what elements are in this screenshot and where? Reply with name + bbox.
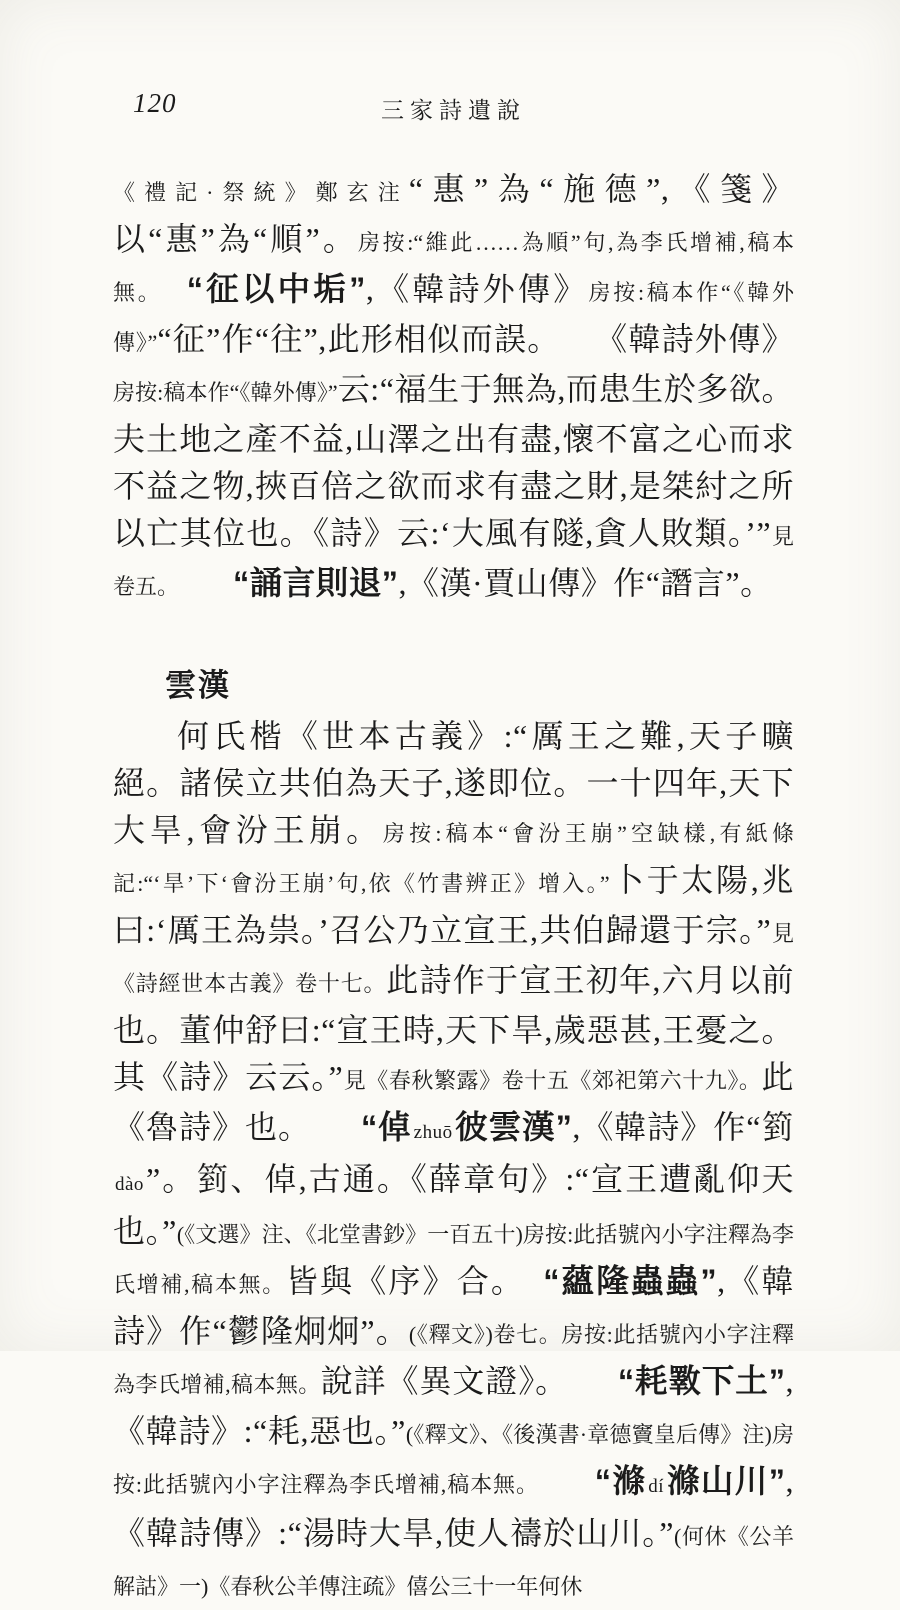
text-run-bold: “耗斁下土” <box>617 1363 786 1399</box>
body-paragraph-2 <box>113 713 794 1610</box>
body-paragraph-1 <box>113 166 794 610</box>
text-run-normal: 此《魯詩》也。 <box>113 1059 794 1145</box>
text-run-normal: ,《韓詩外傳》 <box>365 271 589 307</box>
text-run-normal: 何氏楷《世本古義》:“厲王之難,天子曠絕。諸侯立共伯為天子,遂即位。一十四年,天下大旱,會汾王崩。 <box>113 718 794 848</box>
section-heading: 雲漢 <box>165 668 231 703</box>
text-run-normal <box>528 1463 595 1499</box>
text-run-bold: “滌 <box>594 1463 647 1499</box>
text-run-bold: “誦言則退” <box>233 565 399 601</box>
text-run-normal: 云:“福生于無為,而患生於多欲。夫土地之產不益,山澤之出有盡,懷不富之心而求不益之物,挾百倍之欲而求有盡之財,是桀紂之所以亡其位也。《詩》云:‘大風有隧,貪人敗類。’” <box>113 371 794 551</box>
text-run-bold: “蘊隆蟲蟲” <box>543 1263 718 1299</box>
page-header <box>113 88 794 128</box>
text-run-bold: 滌山川” <box>666 1463 786 1499</box>
text-run-normal: 此詩作于宣王初年,六月以前也。董仲舒曰:“宣王時,天下旱,歲惡甚,王憂之。其《詩》云云。” <box>113 962 794 1095</box>
text-run-normal: 卜于太陽,兆曰:‘厲王為祟。’召公乃立宣王,共伯歸還于宗。” <box>113 862 794 948</box>
text-run-bold: “征以中垢” <box>186 271 366 307</box>
text-run-small: 房按:“維此……為順”句,為李氏增補,稿本無。 <box>113 230 794 305</box>
text-run-bold: “倬 <box>360 1109 412 1145</box>
text-run-bold: 彼雲漢” <box>454 1109 573 1145</box>
text-run-small: (《釋文》)卷七。房按:此括號內小字注釋為李氏增補,稿本無。 <box>113 1322 794 1397</box>
text-run-pinyin: dí <box>648 1476 665 1497</box>
text-run-small: 房按:稿本作“《韓外傳》” <box>113 280 794 355</box>
text-run-normal: “征”作“往”,此形相似而誤。 《韓詩外傳》 <box>157 321 794 357</box>
text-run-normal: ,《韓詩傳》:“湯時大旱,使人禱於山川。” <box>113 1463 794 1551</box>
running-title: 三家詩遺說 <box>381 98 526 123</box>
text-run-pinyin: dào <box>115 1174 144 1195</box>
text-run-normal: ,《韓詩》作“鬱隆炯炯”。 <box>113 1263 794 1349</box>
text-run-normal: 說詳《異文證》。 <box>320 1363 618 1399</box>
text-run-small: 《禮記·祭統》鄭玄注 <box>113 180 409 205</box>
text-run-small: 見《春秋繁露》卷十五《郊祀第六十九》。 <box>343 1068 762 1093</box>
text-run-small: (何休《公羊解詁》一)《春秋公羊傳注疏》僖公三十一年何休 <box>113 1524 794 1599</box>
text-run-normal: “惠”為“施德”,《箋》以“惠”為“順”。 <box>113 171 794 257</box>
text-run-pinyin: zhuō <box>413 1122 453 1143</box>
text-run-normal: ,《韓詩》:“耗,惡也。” <box>113 1363 794 1449</box>
text-run-small: (《文選》注、《北堂書鈔》一百五十)房按:此括號內小字注釋為李氏增補,稿本無。 <box>113 1222 794 1297</box>
text-run-normal: ,《韓詩》作“箌 <box>572 1109 794 1145</box>
text-run-small: 見《詩經世本古義》卷十七。 <box>113 921 794 996</box>
text-run-normal: ,《漢·賈山傳》作“譖言”。 <box>398 565 773 601</box>
text-run-small: 房按:稿本“會汾王崩”空缺樣,有紙條記:“‘旱’下‘會汾王崩’句,依《竹書辨正》增入。” <box>113 821 794 896</box>
text-run-small: 房按:稿本作“《韓外傳》” <box>113 380 338 405</box>
text-run-normal: ”。箌、倬,古通。《薛章句》:“宣王遭亂仰天也。” <box>113 1161 794 1249</box>
text-run-normal: 皆與《序》合。 <box>285 1263 544 1299</box>
text-run-normal <box>168 565 233 601</box>
text-run-small: 見卷五。 <box>113 524 794 599</box>
page-number: 120 <box>133 88 177 118</box>
text-run-normal <box>151 271 186 307</box>
text-run-small: (《釋文》、《後漢書·章德竇皇后傳》注)房按:此括號內小字注釋為李氏增補,稿本無。 <box>113 1422 794 1497</box>
